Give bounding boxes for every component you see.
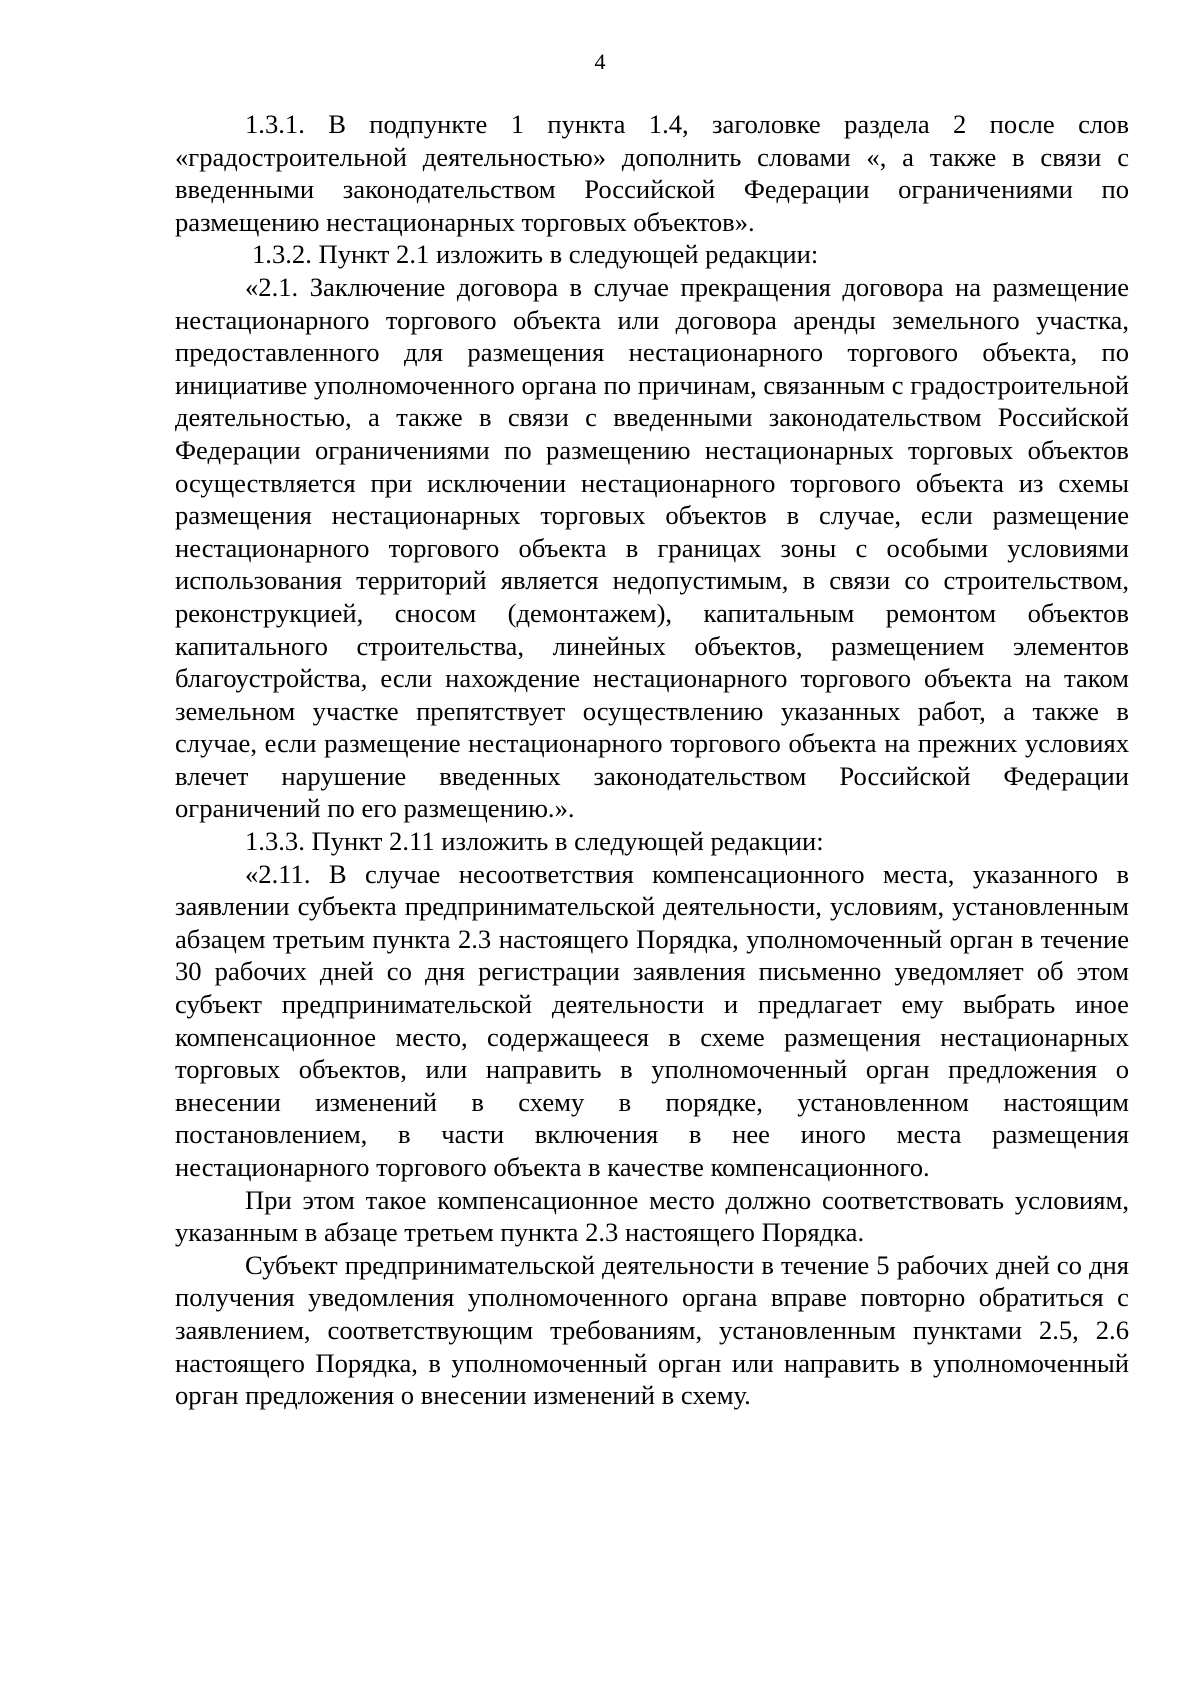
paragraph-compensation-place: При этом такое компенсационное место должно соответствовать условиям, указанным в абзаце третьем пункта 2.3 настоящего Порядка. bbox=[175, 1184, 1129, 1248]
page-number: 4 bbox=[594, 49, 606, 74]
paragraph-1-3-2: 1.3.2. Пункт 2.1 изложить в следующей редакции: bbox=[252, 239, 819, 270]
document-body bbox=[175, 108, 1129, 1412]
paragraph-1-3-1: 1.3.1. В подпункте 1 пункта 1.4, заголовке раздела 2 после слов «градостроительной деятельностью» дополнить словами «, а также в связи с введенными законодательством Российской Федерации ограничениями по размещению нестационарных торговых объектов». bbox=[175, 109, 1129, 237]
paragraph-2-11: «2.11. В случае несоответствия компенсационного места, указанного в заявлении субъекта предпринимательской деятельности, условиям, установленным абзацем третьим пункта 2.3 настоящего Порядка, уполномоченный орган в течение 30 рабочих дней со дня регистрации заявления письменно уведомляет об этом субъект предпринимательской деятельности и предлагает ему выбрать иное компенсационное место, содержащееся в схеме размещения нестационарных торговых объектов, или направить в уполномоченный орган предложения о внесении изменений в схему в порядке, установленном настоящим постановлением, в части включения в нее иного места размещения нестационарного торгового объекта в качестве компенсационного. bbox=[175, 858, 1129, 1182]
paragraph-2-1: «2.1. Заключение договора в случае прекращения договора на размещение нестационарного торгового объекта или договора аренды земельного участка, предоставленного для размещения нестационарного торгового объекта, по инициативе уполномоченного органа по причинам, связанным с градостроительной деятельностью, а также в связи с введенными законодательством Российской Федерации ограничениями по размещению нестационарных торговых объектов осуществляется при исключении нестационарного торгового объекта из схемы размещения нестационарных торговых объектов в случае, если размещение нестационарного торгового объекта в границах зоны с особыми условиями использования территорий является недопустимым, в связи со строительством, реконструкцией, сносом (демонтажем), капитальным ремонтом объектов капитального строительства, линейных объектов, размещением элементов благоустройства, если нахождение нестационарного торгового объекта на таком земельном участке препятствует осуществлению указанных работ, а также в случае, если размещение нестационарного торгового объекта на прежних условиях влечет нарушение введенных законодательством Российской Федерации ограничений по его размещению.». bbox=[175, 271, 1129, 824]
paragraph-repeat-application: Субъект предпринимательской деятельности в течение 5 рабочих дней со дня получения уведомления уполномоченного органа вправе повторно обратиться с заявлением, соответствующим требованиям, установленным пунктами 2.5, 2.6 настоящего Порядка, в уполномоченный орган или направить в уполномоченный орган предложения о внесении изменений в схему. bbox=[175, 1249, 1129, 1411]
paragraph-1-3-3: 1.3.3. Пункт 2.11 изложить в следующей редакции: bbox=[245, 826, 824, 857]
